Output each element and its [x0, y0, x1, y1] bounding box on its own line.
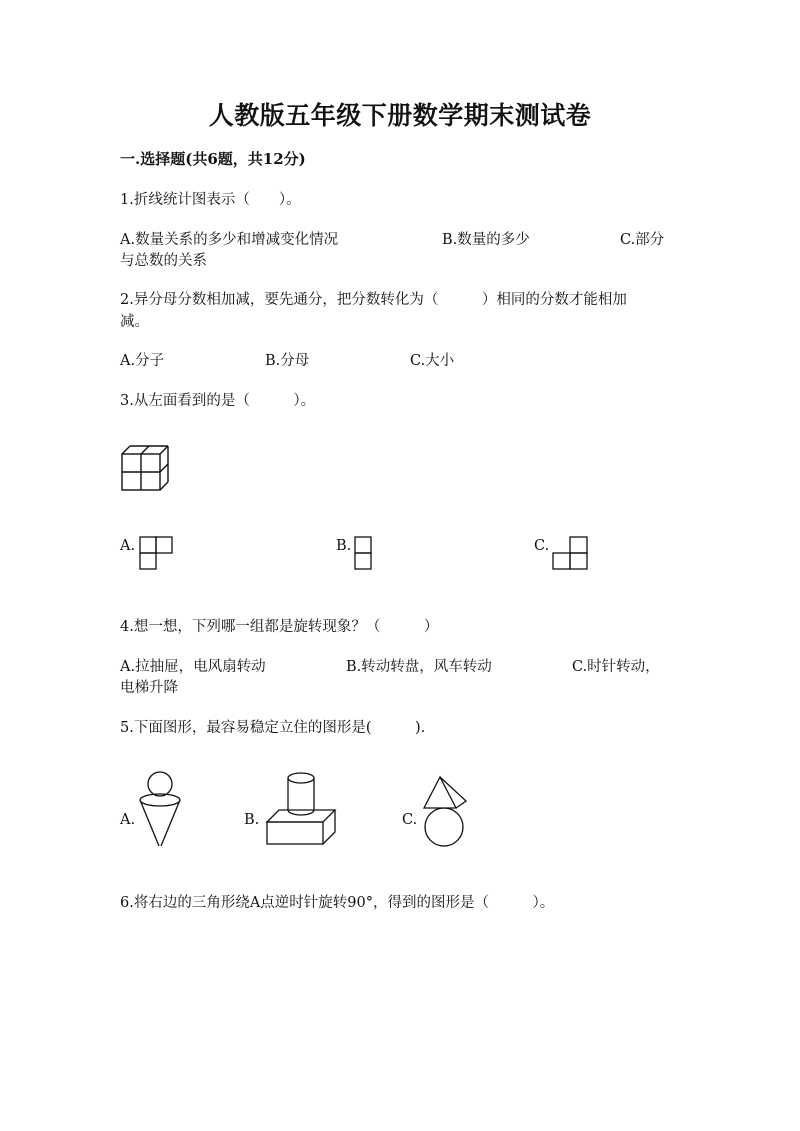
question-1-text: 1.折线统计图表示（ ）。: [120, 192, 301, 208]
question-1-option-c-continued: 与总数的关系: [120, 253, 207, 269]
section-heading: 一.选择题(共6题，共12分): [120, 150, 306, 168]
question-2-text-continued: 减。: [120, 314, 149, 330]
view-b-figure: [354, 536, 374, 572]
question-5-option-c[interactable]: C.: [402, 812, 418, 828]
question-3-text: 3.从左面看到的是（ ）。: [120, 393, 316, 409]
pyramid-on-sphere-figure: [420, 774, 472, 848]
question-4-option-c[interactable]: C.时针转动，: [572, 659, 660, 675]
ball-on-cone-figure: [138, 770, 184, 848]
question-2-option-c[interactable]: C.大小: [410, 353, 455, 369]
cylinder-on-box-figure: [263, 770, 337, 846]
question-3-option-c[interactable]: C.: [534, 538, 550, 554]
question-2-text: 2.异分母分数相加减，要先通分，把分数转化为（ ）相同的分数才能相加: [120, 292, 627, 308]
question-5-text: 5.下面图形，最容易稳定立住的图形是( ).: [120, 720, 426, 736]
question-3-option-a[interactable]: A.: [120, 538, 136, 554]
question-1-option-c[interactable]: C.部分: [620, 232, 665, 248]
view-a-figure: [139, 536, 175, 572]
question-4-option-c-continued: 电梯升降: [120, 680, 178, 696]
question-5-option-b[interactable]: B.: [244, 812, 260, 828]
question-3-option-b[interactable]: B.: [336, 538, 352, 554]
question-4-text: 4.想一想，下列哪一组都是旋转现象？（ ）: [120, 619, 439, 635]
question-6-text: 6.将右边的三角形绕A点逆时针旋转90°，得到的图形是（ ）。: [120, 895, 555, 911]
question-1-option-b[interactable]: B.数量的多少: [442, 232, 530, 248]
cube-stack-figure: [120, 444, 170, 492]
question-4-option-a[interactable]: A.拉抽屉，电风扇转动: [120, 659, 266, 675]
question-4-option-b[interactable]: B.转动转盘，风车转动: [346, 659, 492, 675]
question-1-option-a[interactable]: A.数量关系的多少和增减变化情况: [120, 232, 339, 248]
view-c-figure: [552, 536, 590, 572]
page-title: 人教版五年级下册数学期末测试卷: [208, 101, 592, 130]
question-2-option-a[interactable]: A.分子: [120, 353, 165, 369]
question-2-option-b[interactable]: B.分母: [265, 353, 310, 369]
question-5-option-a[interactable]: A.: [120, 812, 136, 828]
